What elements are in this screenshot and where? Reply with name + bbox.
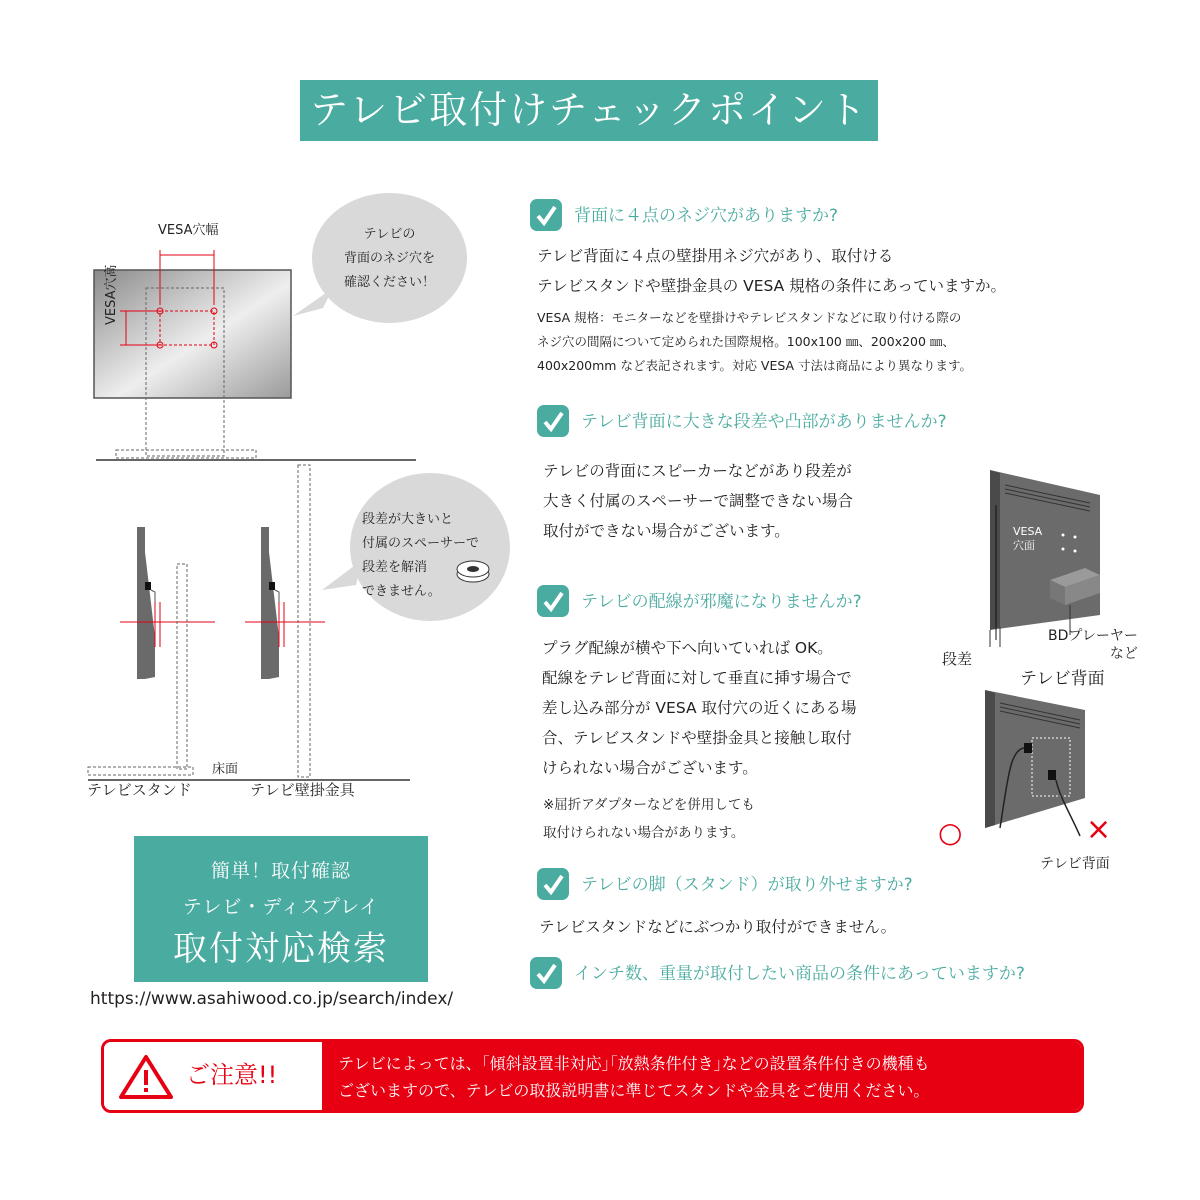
check-body: テレビスタンドなどにぶつかり取付ができません。 <box>539 918 897 936</box>
bubble-text: 段差が大きいと 付属のスペーサーで 段差を解消 できません。 <box>362 512 480 599</box>
vesa-width-label: VESA穴幅 <box>158 223 219 238</box>
check-note: VESA 規格：モニターなどを壁掛けやテレビスタンドなどに取り付ける際の ネジ穴の間隔について定められた国際規格。100x100 ㎜、200x200 ㎜、 400x200mm など表記されます。対応 VESA 寸法は商品により異なります。 <box>537 310 973 373</box>
check-heading: テレビの配線が邪魔になりませんか? <box>581 592 862 612</box>
tv-back-label: テレビ背面 <box>1020 669 1105 689</box>
ok-mark: ○ <box>938 816 963 849</box>
warning-icon <box>118 1054 174 1100</box>
caution-label-area <box>104 1042 322 1110</box>
stand-label: テレビスタンド <box>87 781 192 799</box>
check-icon <box>530 957 562 989</box>
cable-diagram <box>970 688 1100 838</box>
tv-screen <box>94 270 291 398</box>
search-promo-box[interactable] <box>134 836 428 982</box>
check-heading: 背面に４点のネジ穴がありますか? <box>574 206 839 226</box>
check-icon <box>537 585 569 617</box>
check-icon <box>530 199 562 231</box>
check-heading: インチ数、重量が取付したい商品の条件にあっていますか? <box>574 964 1025 984</box>
vesa-face-label: VESA 穴面 <box>1013 525 1043 552</box>
step-label: 段差 <box>942 650 973 668</box>
check-body: プラグ配線が横や下へ向いていれば OK。 配線をテレビ背面に対して垂直に挿す場合で 差し込み部分が VESA 取付穴の近くにある場 合、テレビスタンドや壁掛金具と接触し取付 けられない場合がございます。 <box>542 639 857 777</box>
check-icon <box>537 868 569 900</box>
caution-text: テレビによっては、｢傾斜設置非対応｣｢放熱条件付き｣などの設置条件付きの機種も ございますので、テレビの取扱説明書に準じてスタンドや金具をご使用ください。 <box>322 1042 1081 1110</box>
stand-base <box>116 450 256 458</box>
search-url-link[interactable]: https://www.asahiwood.co.jp/search/index/ <box>90 989 454 1009</box>
check-heading: テレビ背面に大きな段差や凸部がありませんか? <box>581 412 947 432</box>
check-heading: テレビの脚（スタンド）が取り外せますか? <box>581 875 913 895</box>
vesa-height-label: VESA穴高 <box>104 264 119 325</box>
wall-mount-label: テレビ壁掛金具 <box>250 781 355 799</box>
ng-mark: × <box>1086 812 1112 847</box>
search-line-1: 簡単！取付確認 <box>210 860 351 882</box>
search-line-2: テレビ・ディスプレイ <box>182 896 380 918</box>
check-body: テレビ背面に４点の壁掛用ネジ穴があり、取付ける テレビスタンドや壁掛金具の VESA 規格の条件にあっていますか。 <box>537 247 1007 295</box>
cable-diagram-label: テレビ背面 <box>1040 856 1110 872</box>
page-title: テレビ取付けチェックポイント <box>300 80 878 141</box>
check-note: ※屈折アダプターなどを併用しても 取付けられない場合があります。 <box>543 797 755 841</box>
caution-banner <box>101 1039 1084 1113</box>
spacer-icon <box>455 558 491 584</box>
bd-player-label: BDプレーヤー など <box>1048 628 1138 662</box>
bubble-text: テレビの 背面のネジ穴を 確認ください！ <box>343 227 435 290</box>
check-icon <box>537 405 569 437</box>
floor-label: 床面 <box>212 762 239 777</box>
caution-label: ご注意!! <box>186 1061 278 1089</box>
check-body: テレビの背面にスピーカーなどがあり段差が 大きく付属のスペーサーで調整できない場合 取付ができない場合がございます。 <box>543 462 854 540</box>
search-line-3: 取付対応検索 <box>173 929 389 969</box>
